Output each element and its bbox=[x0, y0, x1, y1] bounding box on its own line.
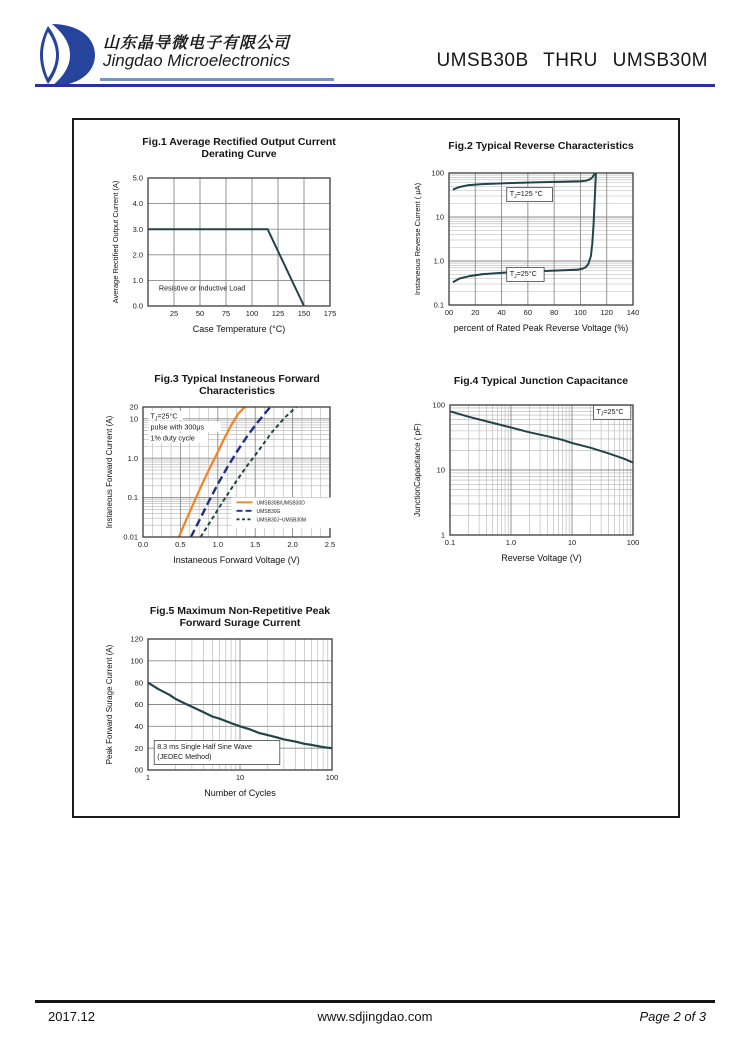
svg-text:10: 10 bbox=[435, 212, 444, 222]
svg-text:100: 100 bbox=[130, 656, 143, 666]
figure-4 bbox=[405, 375, 695, 564]
svg-text:2.5: 2.5 bbox=[324, 540, 336, 549]
svg-text:120: 120 bbox=[600, 308, 613, 317]
header-rule bbox=[35, 84, 715, 87]
figure-1 bbox=[75, 136, 365, 338]
svg-text:2.0: 2.0 bbox=[132, 250, 143, 260]
svg-text:8.3 ms Single Half Sine Wave: 8.3 ms Single Half Sine Wave bbox=[157, 742, 253, 752]
svg-text:140: 140 bbox=[626, 308, 640, 317]
svg-text:UMSB30G: UMSB30G bbox=[256, 509, 281, 515]
svg-text:Instaneous Reverse Current (: Instaneous Reverse Current ( μA) bbox=[413, 182, 422, 296]
svg-text:TJ=25°C: $T_J=25^\circ C$ bbox=[150, 411, 178, 423]
svg-text:TJ=25°C: $T_J=25^\circ C$ bbox=[509, 268, 537, 280]
svg-text:5.0: 5.0 bbox=[132, 173, 143, 183]
fig4-title bbox=[396, 375, 686, 389]
svg-text:TJ=125 °C: $T_J=125$ °C bbox=[509, 189, 543, 200]
svg-text:50: 50 bbox=[195, 309, 205, 318]
svg-text:1: 1 bbox=[145, 773, 151, 782]
svg-text:00: 00 bbox=[134, 765, 143, 775]
svg-text:25: 25 bbox=[169, 309, 179, 318]
svg-text:Reverse Voltage (V): Reverse Voltage (V) bbox=[501, 553, 582, 563]
figure-3 bbox=[75, 373, 365, 567]
footer-website: www.sdjingdao.com bbox=[317, 1009, 433, 1024]
fig1-title-line1: Fig.1 Average Rectified Output Current bbox=[142, 136, 336, 148]
svg-text:100: 100 bbox=[626, 538, 640, 547]
svg-text:60: 60 bbox=[523, 308, 533, 317]
part-number-title: UMSB30B THRU UMSB30M bbox=[436, 50, 708, 71]
svg-text:2.0: 2.0 bbox=[287, 540, 298, 549]
svg-text:175: 175 bbox=[323, 309, 337, 318]
svg-text:Number of Cycles: Number of Cycles bbox=[204, 788, 276, 798]
svg-text:Average Rectified Output Curre: Average Rectified Output Current (A) bbox=[111, 180, 120, 304]
svg-text:JunctionCapacitance ( pF): JunctionCapacitance ( pF) bbox=[413, 423, 422, 517]
svg-text:1% duty cycle: 1% duty cycle bbox=[150, 433, 195, 443]
svg-text:Case Temperature (°C): Case Temperature (°C) bbox=[192, 324, 286, 334]
fig3-forward-characteristics-chart bbox=[75, 397, 365, 567]
svg-text:10: 10 bbox=[436, 465, 445, 475]
svg-text:3.0: 3.0 bbox=[132, 224, 143, 234]
svg-text:80: 80 bbox=[134, 678, 143, 688]
svg-text:1.0: 1.0 bbox=[433, 256, 444, 266]
fig5-title bbox=[95, 605, 385, 629]
svg-text:40: 40 bbox=[497, 308, 506, 317]
svg-text:(JEDEC Method): (JEDEC Method) bbox=[157, 752, 212, 762]
svg-text:20: 20 bbox=[134, 743, 143, 753]
svg-text:20: 20 bbox=[129, 402, 138, 412]
svg-text:0.0: 0.0 bbox=[132, 301, 143, 311]
footer-date: 2017.12 bbox=[48, 1009, 95, 1024]
svg-text:100: 100 bbox=[432, 400, 445, 410]
company-name-en: Jingdao Microelectronics bbox=[103, 51, 291, 70]
svg-text:1.0: 1.0 bbox=[212, 540, 224, 549]
svg-text:0.1: 0.1 bbox=[127, 493, 138, 503]
svg-text:125: 125 bbox=[271, 309, 285, 318]
svg-text:0.01: 0.01 bbox=[123, 532, 138, 542]
svg-text:100: 100 bbox=[431, 168, 444, 178]
svg-text:20: 20 bbox=[471, 308, 480, 317]
svg-text:120: 120 bbox=[130, 634, 143, 644]
fig2-title bbox=[396, 140, 686, 154]
svg-text:UMSB30B/UMSB30D: UMSB30B/UMSB30D bbox=[256, 500, 305, 507]
svg-text:10: 10 bbox=[129, 414, 138, 424]
footer-rule bbox=[35, 1000, 715, 1003]
svg-text:40: 40 bbox=[134, 721, 143, 731]
svg-text:10: 10 bbox=[235, 773, 245, 782]
fig1-title bbox=[94, 136, 384, 160]
svg-text:150: 150 bbox=[297, 309, 311, 318]
svg-text:Instaneous Forward Current (A): Instaneous Forward Current (A) bbox=[105, 415, 114, 529]
company-name-cn: 山东晶导微电子有限公司 bbox=[103, 35, 291, 52]
svg-text:0.1: 0.1 bbox=[444, 538, 456, 547]
logo-graphic bbox=[34, 24, 98, 86]
svg-text:UMSB30J~UMSB30M: UMSB30J~UMSB30M bbox=[256, 517, 307, 524]
svg-text:75: 75 bbox=[221, 309, 231, 318]
figure-2 bbox=[405, 140, 695, 334]
svg-text:TJ=25°C: $T_J=25^\circ C$ bbox=[596, 406, 624, 418]
svg-text:percent of Rated Peak Revers: percent of Rated Peak Reverse Voltage (%) bbox=[453, 323, 629, 333]
svg-text:1.0: 1.0 bbox=[127, 453, 138, 463]
svg-text:10: 10 bbox=[567, 538, 577, 547]
svg-text:0.1: 0.1 bbox=[433, 300, 444, 310]
fig5-title-line1: Fig.5 Maximum Non-Repetitive Peak bbox=[149, 605, 331, 617]
fig2-title-line1: Fig.2 Typical Reverse Characteristics bbox=[448, 140, 634, 152]
svg-text:Resistive or Inductive Load: Resistive or Inductive Load bbox=[158, 283, 246, 293]
fig1-title-line2: Derating Curve bbox=[201, 148, 277, 160]
svg-text:60: 60 bbox=[134, 700, 143, 710]
fig3-title bbox=[92, 373, 382, 397]
svg-text:00: 00 bbox=[444, 308, 454, 317]
svg-text:1: 1 bbox=[440, 530, 445, 540]
svg-text:pulse with 300μs: pulse with 300μs bbox=[150, 422, 205, 432]
fig5-surge-current-chart bbox=[75, 629, 365, 799]
svg-text:80: 80 bbox=[549, 308, 559, 317]
fig4-title-line1: Fig.4 Typical Junction Capacitance bbox=[453, 375, 629, 387]
svg-text:Instaneous Forward Voltage (V): Instaneous Forward Voltage (V) bbox=[173, 555, 300, 565]
figure-5 bbox=[75, 605, 365, 799]
svg-text:100: 100 bbox=[245, 309, 259, 318]
fig3-title-line1: Fig.3 Typical Instaneous Forward bbox=[154, 373, 320, 385]
fig1-derating-chart bbox=[75, 160, 365, 338]
header-accent-line bbox=[100, 78, 334, 81]
company-logo bbox=[34, 24, 98, 86]
svg-text:100: 100 bbox=[325, 773, 339, 782]
svg-text:100: 100 bbox=[574, 308, 587, 317]
svg-text:1.0: 1.0 bbox=[132, 276, 143, 285]
svg-text:4.0: 4.0 bbox=[132, 199, 143, 209]
fig3-title-line2: Characteristics bbox=[199, 385, 275, 397]
fig2-reverse-characteristics-chart bbox=[405, 154, 695, 334]
svg-text:0.5: 0.5 bbox=[175, 540, 186, 549]
fig5-title-line2: Forward Surage Current bbox=[179, 617, 301, 629]
svg-text:1.0: 1.0 bbox=[505, 538, 517, 547]
fig4-junction-capacitance-chart bbox=[405, 389, 695, 564]
footer-page-number: Page 2 of 3 bbox=[639, 1009, 706, 1024]
svg-text:0.0: 0.0 bbox=[137, 540, 149, 549]
svg-text:Peak Forward Surage Current (A: Peak Forward Surage Current (A) bbox=[105, 644, 114, 765]
svg-text:1.5: 1.5 bbox=[249, 540, 261, 549]
